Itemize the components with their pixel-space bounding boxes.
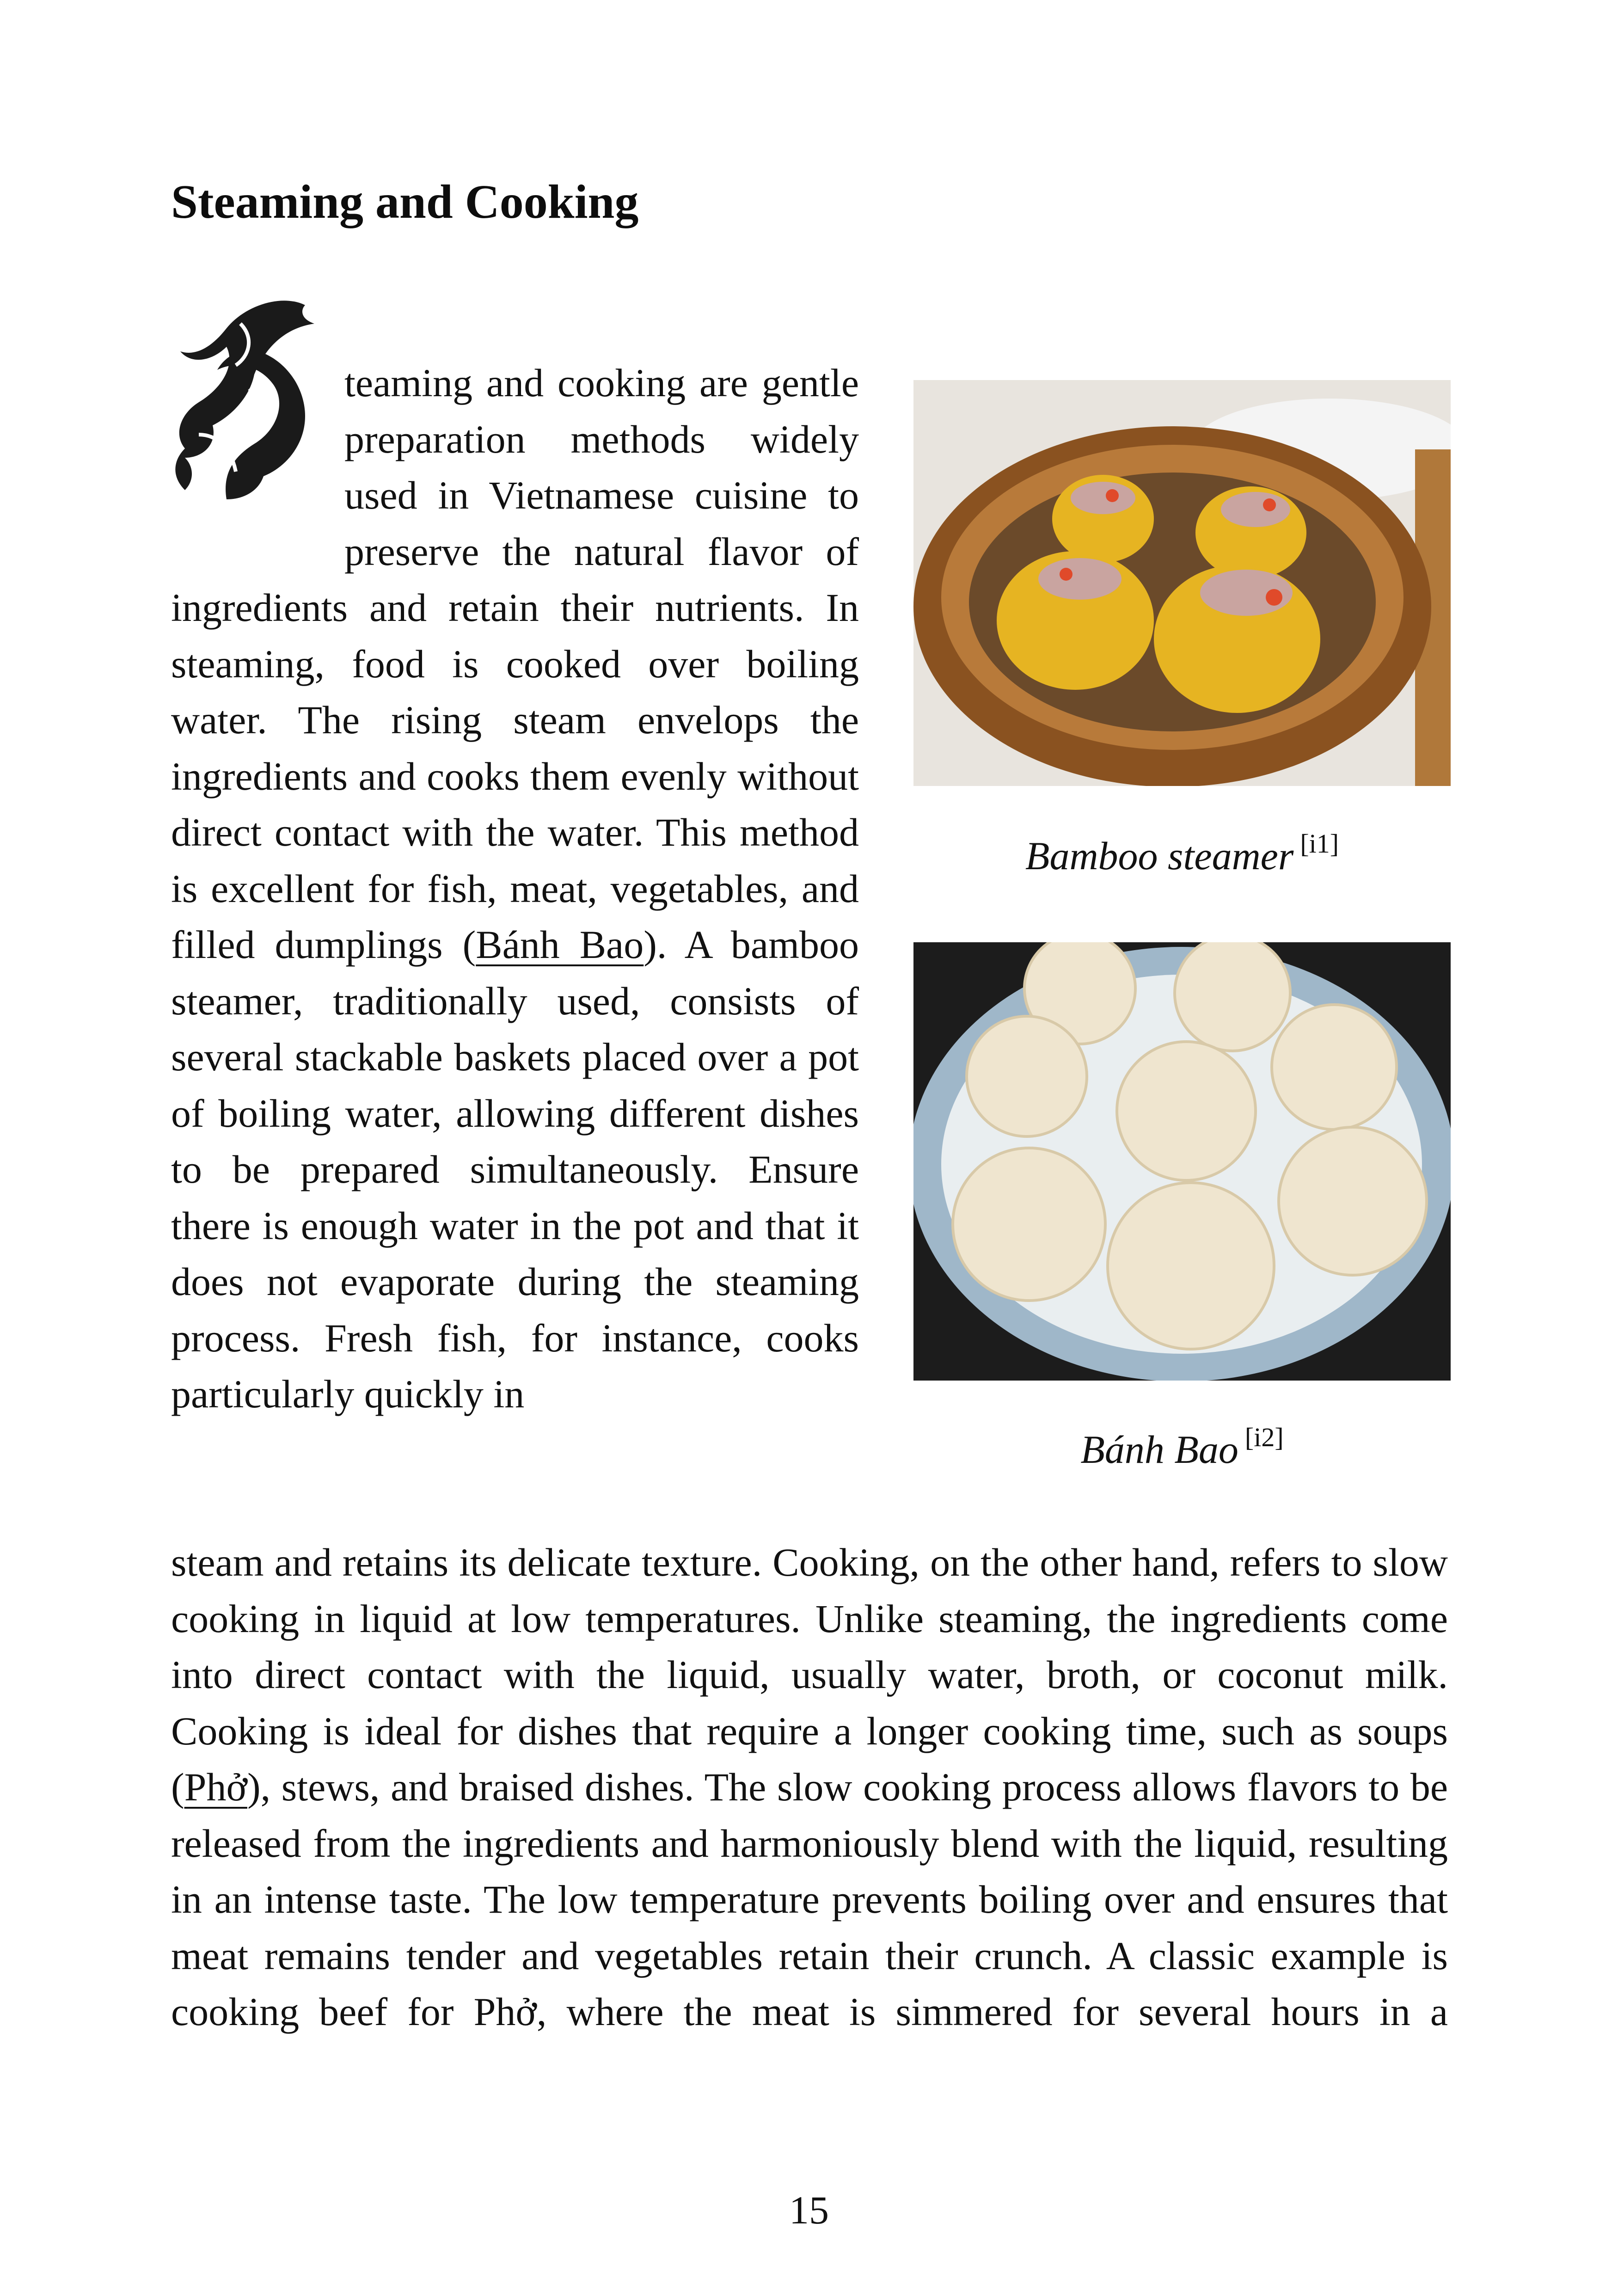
body-text-part2: ), stews, and braised dishes. The slow cooking process allows flavors to be released from the ingredients and harmoniously blend with the liquid, resulting in an intense taste. The low temperature prevents boiling over and ensures that meat remains tender and vegetables retain their crunch. A classic example is cooking beef for Phở, where the meat is simmered for several hours in a [171, 1765, 1448, 2034]
page-number: 15 [789, 2188, 829, 2232]
banh-bao-link[interactable]: Bánh Bao [476, 922, 644, 967]
body-text-part1: steam and retains its delicate texture. Cooking, on the other hand, refers to slow cooking in liquid at low temperatures. Unlike steaming, the ingredients come into direct contact with the liquid, usually water, broth, or coconut milk. Cooking is ideal for dishes that require a longer cooking time, such as soups ( [171, 1540, 1448, 1809]
body-text-continued: ). A bamboo steamer, traditionally used, consists of several stackable baskets placed over a pot of boiling water, allowing different dishes to be prepared simultaneously. Ensure there is enough water in the pot and that it does not evaporate during the steaming process. Fresh fish, for instance, cooks particularly quickly in [171, 922, 859, 1416]
figure-caption-2: Bánh Bao [i2] [1080, 1422, 1284, 1472]
figure-ref-2[interactable]: [i2] [1244, 1422, 1284, 1452]
page-title: Steaming and Cooking [171, 175, 639, 228]
body-text-full-width [171, 1535, 1448, 2040]
banh-bao-photo [913, 942, 1451, 1381]
figure-caption-1: Bamboo steamer [i1] [1025, 829, 1339, 878]
body-text-intro: teaming and cooking are gentle preparation methods widely used in Vietnamese cuisine to preserve the natural flavor of ingredients and retain their nutrients. In steaming, food is cooked over boiling water. The rising steam envelops the ingredients and cooks them evenly without direct contact with the water. This method is excellent for fish, meat, vegetables, and filled dumplings ( [171, 361, 859, 967]
pho-link[interactable]: Phở [184, 1765, 247, 1809]
body-text-column [171, 355, 859, 1423]
figure-ref-1[interactable]: [i1] [1300, 829, 1339, 859]
drop-cap-inset [171, 355, 344, 524]
bamboo-steamer-photo [913, 380, 1451, 786]
